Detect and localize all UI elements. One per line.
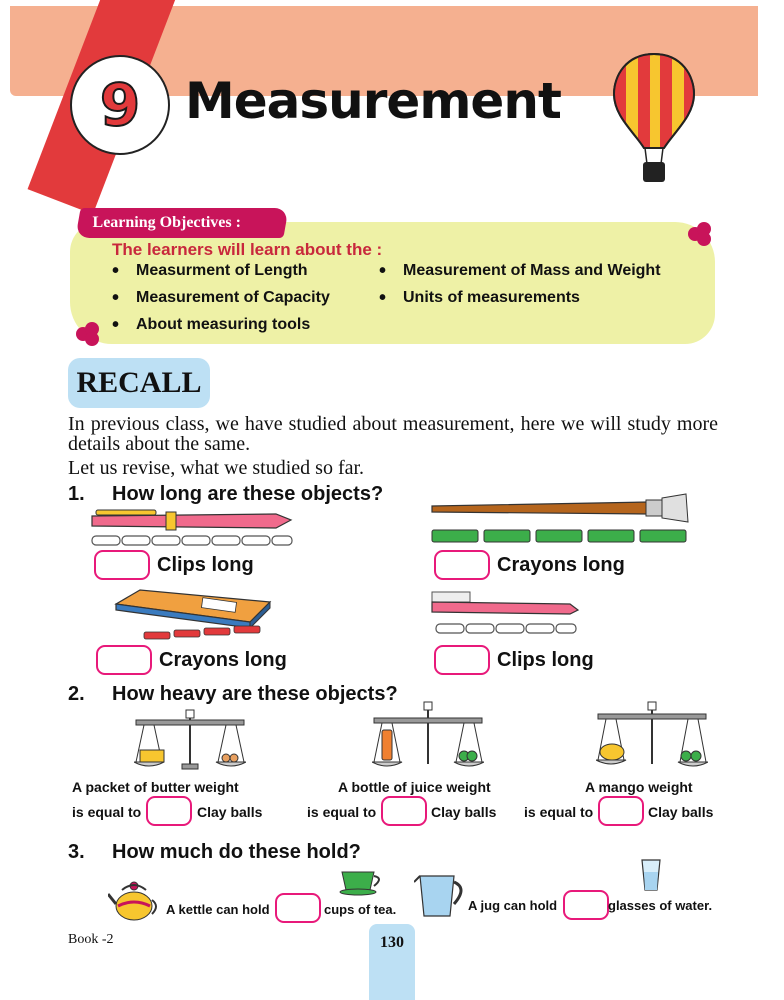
jug-icon [414, 872, 468, 920]
answer-box[interactable] [146, 796, 192, 826]
chapter-number-badge [70, 55, 170, 155]
question-number: 2. [68, 683, 85, 705]
learning-objectives-tag: Learning Objectives : [75, 208, 288, 238]
capacity-prefix: A kettle can hold [166, 902, 270, 917]
paintbrush-with-crayons-icon [428, 492, 694, 548]
flower-decoration-icon [688, 222, 712, 246]
glass-icon [640, 858, 662, 892]
book-with-crayons-icon [110, 588, 276, 642]
weight-prefix: is equal to [72, 804, 142, 820]
balance-mango-icon [596, 700, 708, 770]
flower-decoration-icon [76, 322, 100, 346]
answer-label: Clips long [497, 649, 594, 671]
weight-suffix: Clay balls [197, 804, 263, 820]
objective-item: • Measurement of Mass and Weight [403, 262, 661, 280]
teacup-icon [338, 868, 386, 896]
answer-label: Crayons long [159, 649, 287, 671]
objective-item: • About measuring tools [136, 316, 310, 334]
question-number: 1. [68, 483, 85, 505]
capacity-suffix: cups of tea. [324, 902, 397, 917]
objectives-heading: The learners will learn about the : [112, 240, 383, 259]
capacity-prefix: A jug can hold [468, 898, 558, 913]
kettle-icon [108, 876, 160, 926]
capacity-suffix: glasses of water. [608, 898, 713, 913]
chapter-title: Measurement [185, 72, 561, 130]
page-number: 130 [380, 934, 404, 951]
objective-item: • Units of measurements [403, 289, 580, 307]
pen-with-clips-icon [86, 506, 296, 548]
weight-statement: A bottle of juice weight [338, 779, 491, 795]
balance-juice-icon [372, 700, 484, 770]
weight-suffix: Clay balls [431, 804, 497, 820]
hot-air-balloon-icon [612, 52, 696, 184]
answer-box[interactable] [381, 796, 427, 826]
answer-box[interactable] [96, 645, 152, 675]
answer-label: Crayons long [497, 554, 625, 576]
answer-box[interactable] [275, 893, 321, 923]
toothbrush-with-clips-icon [430, 588, 580, 638]
question-number: 3. [68, 841, 85, 863]
answer-box[interactable] [434, 645, 490, 675]
chapter-number: 9 [80, 65, 160, 145]
weight-prefix: is equal to [307, 804, 377, 820]
question-text: How heavy are these objects? [112, 683, 398, 705]
answer-box[interactable] [434, 550, 490, 580]
weight-suffix: Clay balls [648, 804, 714, 820]
book-label: Book -2 [68, 932, 114, 947]
recall-heading: RECALL [68, 358, 210, 408]
answer-box[interactable] [94, 550, 150, 580]
balance-butter-icon [134, 708, 246, 770]
objective-item: • Measurement of Capacity [136, 289, 330, 307]
question-text: How much do these hold? [112, 841, 361, 863]
objective-item: • Measurment of Length [136, 262, 308, 280]
answer-box[interactable] [563, 890, 609, 920]
weight-prefix: is equal to [524, 804, 594, 820]
recall-paragraph: In previous class, we have studied about measurement, here we will study more details about the same. [68, 413, 718, 455]
question-text: How long are these objects? [112, 483, 384, 505]
weight-statement: A packet of butter weight [72, 779, 239, 795]
weight-statement: A mango weight [585, 779, 693, 795]
answer-label: Clips long [157, 554, 254, 576]
answer-box[interactable] [598, 796, 644, 826]
recall-revise-line: Let us revise, what we studied so far. [68, 457, 365, 479]
